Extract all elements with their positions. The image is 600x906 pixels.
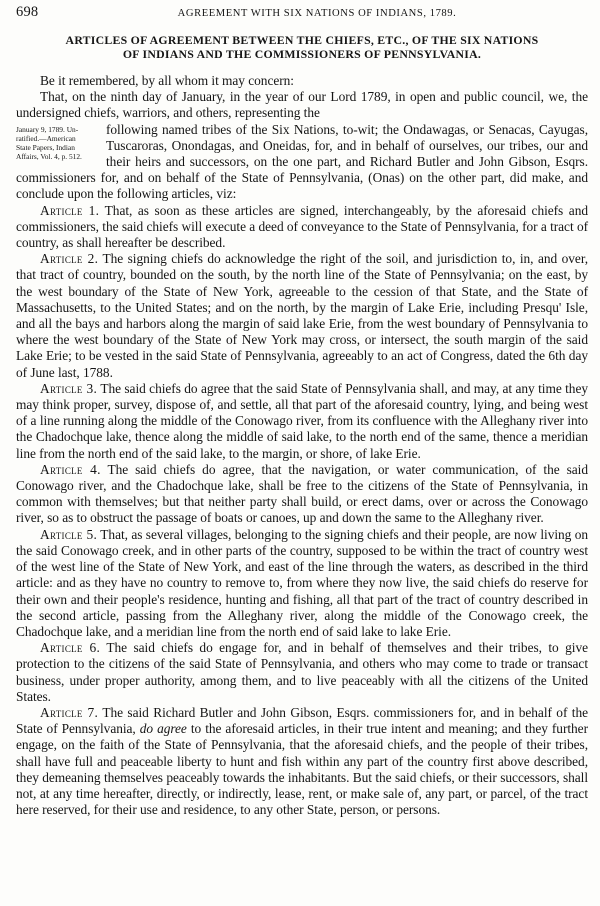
article-7-text-before: The said Richard Butler and John Gibson, Esqrs. commissioners for, and in behalf of the State of Pennsylvania, xyxy=(16,704,588,737)
article-4 xyxy=(16,462,588,527)
margin-note-line-1: January 9, 1789. Un- xyxy=(16,124,79,134)
article-7-emphasis: do agree xyxy=(139,721,187,737)
article-5 xyxy=(16,527,588,640)
article-5-label: Article 5. xyxy=(40,526,98,542)
margin-note-line-3: State Papers, Indian xyxy=(16,142,75,152)
page-number: 698 xyxy=(16,4,39,20)
title-line-1: ARTICLES OF AGREEMENT BETWEEN THE CHIEFS, ETC., OF THE SIX NATIONS xyxy=(65,33,539,47)
document-body xyxy=(16,73,588,818)
article-1-label: Article 1. xyxy=(40,202,100,218)
preamble-paragraph-start: That, on the ninth day of January, in the year of our Lord 1789, in open and public council, we, the undersigned chiefs, warriors, and others, representing the xyxy=(16,89,588,121)
article-3-label: Article 3. xyxy=(40,380,98,396)
article-4-label: Article 4. xyxy=(40,461,101,477)
running-header xyxy=(16,0,588,22)
article-2-text: The signing chiefs do acknowledge the right of the soil, and jurisdiction to, in, and over, that tract of country, bounded on the south, by the north line of the State of Pennsylvania; on the east, by the west boundary of the State of New York, agreeable to the cession of that State, and the State of Massachusetts, to the United States; and on the north, by the margin of Lake Erie, including Presqu' Isle, and all the bays and harbors along the margin of said lake Erie, from the west boundary of Pennsylvania to where the west boundary of the State of New York may cross, or intersect, the south margin of the said Lake Erie; to be vested in the said State of Pennsylvania, agreeably to an act of Congress, dated the 6th day of June last, 1788. xyxy=(16,251,588,380)
running-title: AGREEMENT WITH SIX NATIONS OF INDIANS, 1789. xyxy=(177,8,457,19)
article-3-text: The said chiefs do agree that the said State of Pennsylvania shall, and may, at any time they may think proper, survey, dispose of, and settle, all that part of the aforesaid country, lying, and being west of a line running along the middle of the Conowago river, from its confluence with the Alleghany river into the Chadochque lake, thence along the middle of said lake, to the north end of the same, thence a meridian line from the north end of the said lake, to the margin, or shore, of lake Erie. xyxy=(16,380,588,461)
article-7 xyxy=(16,705,588,818)
article-4-text: The said chiefs do agree, that the navigation, or water communication, of the said Conowago river, and the Chadochque lake, shall be free to the citizens of the State of Pennsylvania, in common with themselves; but that neither party shall build, or erect dams, over or across the Conowago river, so as to obstruct the passage of boats or canoes, up and down the same to the Alleghany river. xyxy=(16,461,588,526)
article-2-label: Article 2. xyxy=(40,251,99,267)
article-7-text-after: to the aforesaid articles, in their true intent and meaning; and they further engage, on the faith of the State of Pennsylvania, that the aforesaid chiefs, and the people of their tribes, shall have full and peaceable liberty to hunt and fish within any part of the country first above described, they demeaning themselves peaceably towards the inhabitants. But the said chiefs, or their successors, shall not, at any time hereafter, directly, or indirectly, lease, rent, or make sale of, any part, or parcel, of the tract here reserved, for their use and residence, to any other State, person, or persons. xyxy=(16,721,588,818)
opening-line: Be it remembered, by all whom it may concern: xyxy=(40,73,294,88)
article-3 xyxy=(16,381,588,462)
article-7-label: Article 7. xyxy=(40,704,99,720)
preamble-paragraph-rest: following named tribes of the Six Nations, to-wit; the Ondawagas, or Senacas, Cayugas, Tuscaroras, Onondagas, and Oneidas, for, and in behalf of ourselves, our tribes, our and their heirs and successors, on the one part, and Richard Butler and John Gibson, Esqrs. commissioners for, and on behalf of the State of Pennsylvania, (Onas) on the other part, did make, and conclude upon the following articles, viz: xyxy=(16,121,588,202)
article-1 xyxy=(16,203,588,252)
article-5-text: That, as several villages, belonging to the signing chiefs and their people, are now living on the said Conowago creek, and in other parts of the country, supposed to be within the tract of country west of the west line of the State of New York, and east of the line through the waters, as described in the third article: and as they have no country to remove to, from where they now live, the said chiefs do reserve for their own and their people's residence, hunting and fishing, all that part of the tract of country described in the second article, passing from the Alleghany river, along the middle of the Conowago creek, the Chadochque lake, and a meridian line from the north end of said lake to lake Erie. xyxy=(16,526,588,639)
document-title xyxy=(16,33,588,61)
article-2 xyxy=(16,251,588,381)
article-6-text: The said chiefs do engage for, and in behalf of themselves and their tribes, to give protection to the citizens of the said State of Pennsylvania, and others who may come to trade or transact business, under proper authority, among them, and to live peaceably with all the citizens of the United States. xyxy=(16,640,588,704)
article-6 xyxy=(16,640,588,705)
margin-note-line-2: ratified.—American xyxy=(16,133,76,143)
margin-note-line-4: Affairs, Vol. 4, p. 512. xyxy=(16,151,82,161)
title-line-2: OF INDIANS AND THE COMMISSIONERS OF PENNSYLVANIA. xyxy=(122,47,482,61)
article-1-text: That, as soon as these articles are signed, interchangeably, by the aforesaid chiefs and commissioners, the said chiefs will execute a deed of conveyance to the State of Pennsylvania, for a tract of country, as shall hereafter be described. xyxy=(16,202,588,251)
margin-note xyxy=(16,125,100,161)
article-6-label: Article 6. xyxy=(40,640,101,656)
